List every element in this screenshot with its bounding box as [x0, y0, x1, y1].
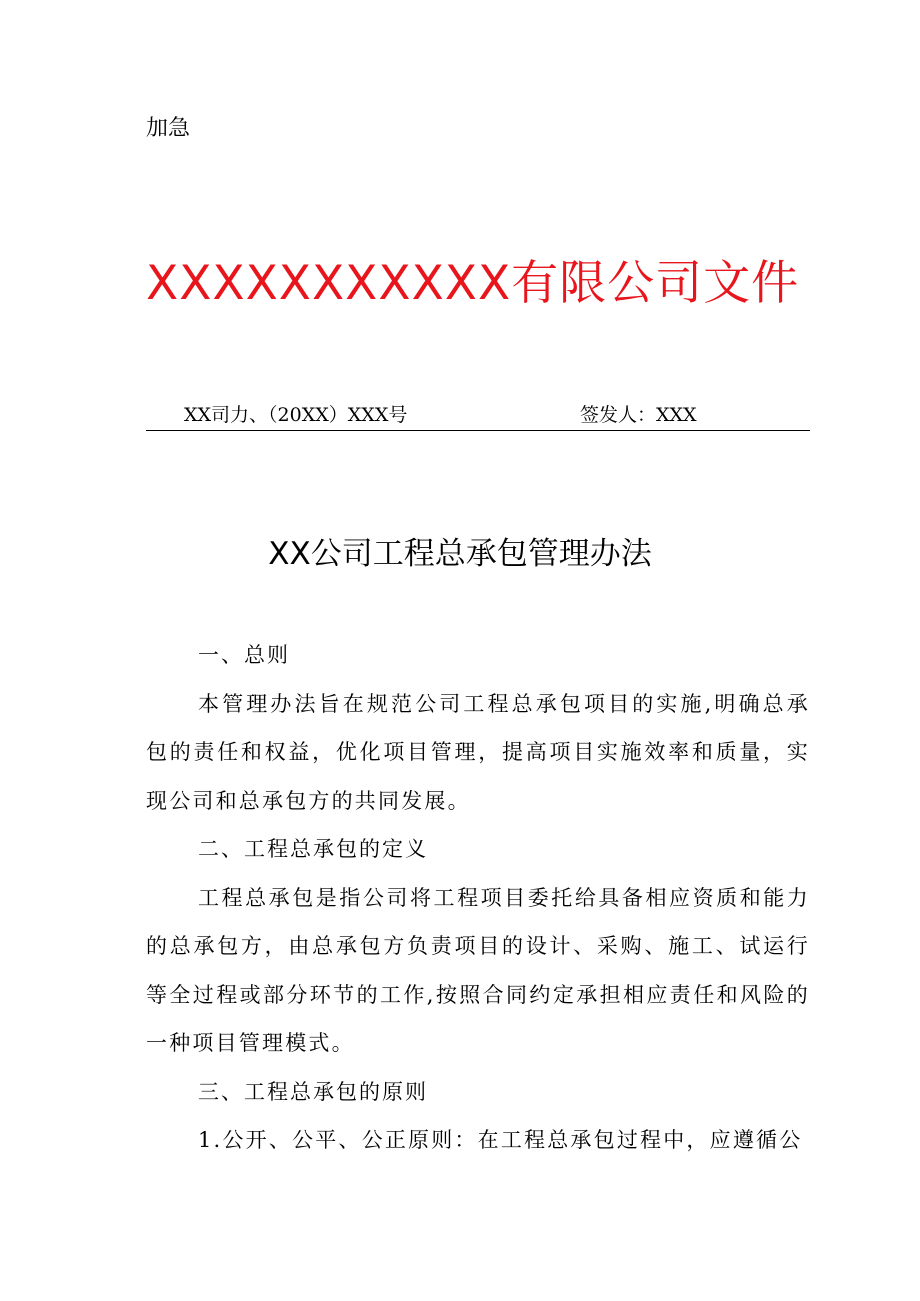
section-heading: 三、工程总承包的原则 [198, 1079, 428, 1104]
document-number: XX司力、（20XX）XXX号 [184, 404, 408, 426]
signer: 签发人：XXX [580, 404, 697, 426]
header-divider [146, 430, 810, 431]
paragraph: 1.公开、公平、公正原则：在工程总承包过程中，应遵循公 [198, 1128, 803, 1152]
paragraph: 工程总承包是指公司将工程项目委托给具备相应资质和能力的总承包方，由总承包方负责项目的设计、采购、施工、试运行等全过程或部分环节的工作,按照合同约定承担相应责任和风险的一种项目管理模式。 [146, 885, 810, 1055]
section-heading: 二、工程总承包的定义 [198, 837, 428, 861]
paragraph: 本管理办法旨在规范公司工程总承包项目的实施,明确总承包的责任和权益，优化项目管理，提高项目实施效率和质量，实现公司和总承包方的共同发展。 [146, 691, 810, 813]
section-heading: 一、总则 [198, 643, 290, 667]
urgency-label: 加急 [146, 116, 191, 141]
red-masthead-title: XXXXXXXXXXX有限公司文件 [146, 256, 800, 311]
document-body [146, 631, 810, 1165]
doc-number-row [146, 400, 810, 430]
document-title: XX公司工程总承包管理办法 [268, 536, 652, 572]
